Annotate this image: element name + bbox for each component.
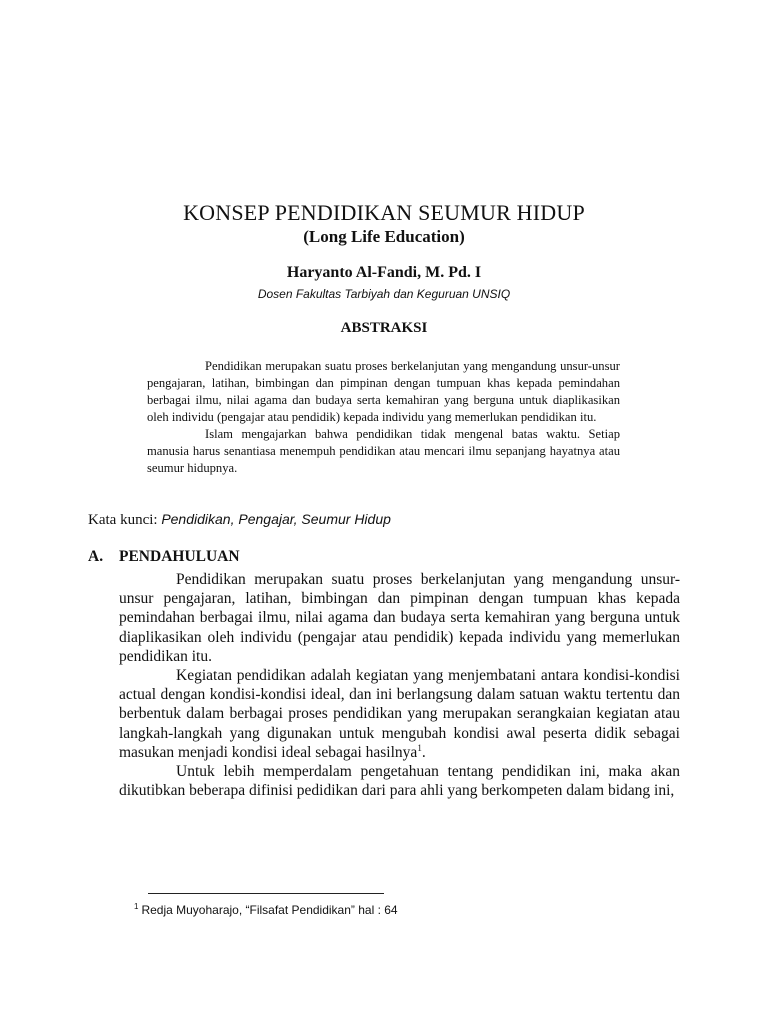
author-name: Haryanto Al-Fandi, M. Pd. I <box>286 264 482 281</box>
section-heading <box>88 548 240 566</box>
body-paragraph-end: . <box>421 743 426 761</box>
document-subtitle: (Long Life Education) <box>303 227 465 246</box>
keywords-label: Kata kunci: <box>88 512 158 528</box>
body-paragraph-text: Kegiatan pendidikan adalah kegiatan yang menjembatani antara kondisi-kondisi actual dengan kondisi-kondisi ideal, dan ini berlangsung dalam satuan waktu tertentu dan berbentuk dalam berbagai proses pendidikan yang merupakan serangkaian kegiatan atau langkah-langkah yang digunakan untuk mengubah kondisi awal peserta didik sebagai masukan menjadi kondisi ideal sebagai hasilnya <box>119 667 680 761</box>
abstract-heading: ABSTRAKSI <box>340 320 428 336</box>
body-paragraph <box>119 666 680 762</box>
body-paragraph: Pendidikan merupakan suatu proses berkelanjutan yang mengandung unsur-unsur pengajaran, latihan, bimbingan dan pimpinan dengan tumpuan khas kepada pemindahan berbagai ilmu, nilai agama dan budaya serta kemahiran yang berguna untuk diaplikasikan oleh individu (pengajar atau pendidik) kepada individu yang memerlukan pendidikan itu. <box>119 571 680 665</box>
body-paragraph: Untuk lebih memperdalam pengetahuan tentang pendidikan ini, maka akan dikutibkan beberapa difinisi pedidikan dari para ahli yang berkompeten dalam bidang ini, <box>119 763 680 800</box>
abstract-paragraph: Islam mengajarkan bahwa pendidikan tidak mengenal batas waktu. Setiap manusia harus senantiasa menempuh pendidikan atau mencari ilmu sepanjang hayatnya atau seumur hidupnya. <box>147 427 620 475</box>
abstract-paragraph: Pendidikan merupakan suatu proses berkelanjutan yang mengandung unsur-unsur pengajaran, latihan, bimbingan dan pimpinan dengan tumpuan khas kepada pemindahan berbagai ilmu, nilai agama dan budaya serta kemahiran yang berguna untuk diaplikasikan oleh individu (pengajar atau pendidik) kepada individu yang memerlukan pendidikan itu. <box>147 359 620 424</box>
footnote <box>134 902 398 917</box>
document-title: KONSEP PENDIDIKAN SEUMUR HIDUP <box>183 200 585 225</box>
footnote-reference: 1 <box>417 742 422 753</box>
author-affiliation: Dosen Fakultas Tarbiyah dan Keguruan UNSIQ <box>257 287 511 301</box>
footnote-number: 1 <box>134 902 139 911</box>
section-title: PENDAHULUAN <box>119 548 240 565</box>
keywords-line <box>88 511 391 529</box>
abstract-body <box>147 358 620 477</box>
keywords-value: Pendidikan, Pengajar, Seumur Hidup <box>161 511 391 527</box>
footnote-separator <box>148 893 384 894</box>
section-number: A. <box>88 548 104 565</box>
section-body <box>119 570 680 800</box>
footnote-text: Redja Muyoharajo, “Filsafat Pendidikan” hal : 64 <box>141 903 398 917</box>
